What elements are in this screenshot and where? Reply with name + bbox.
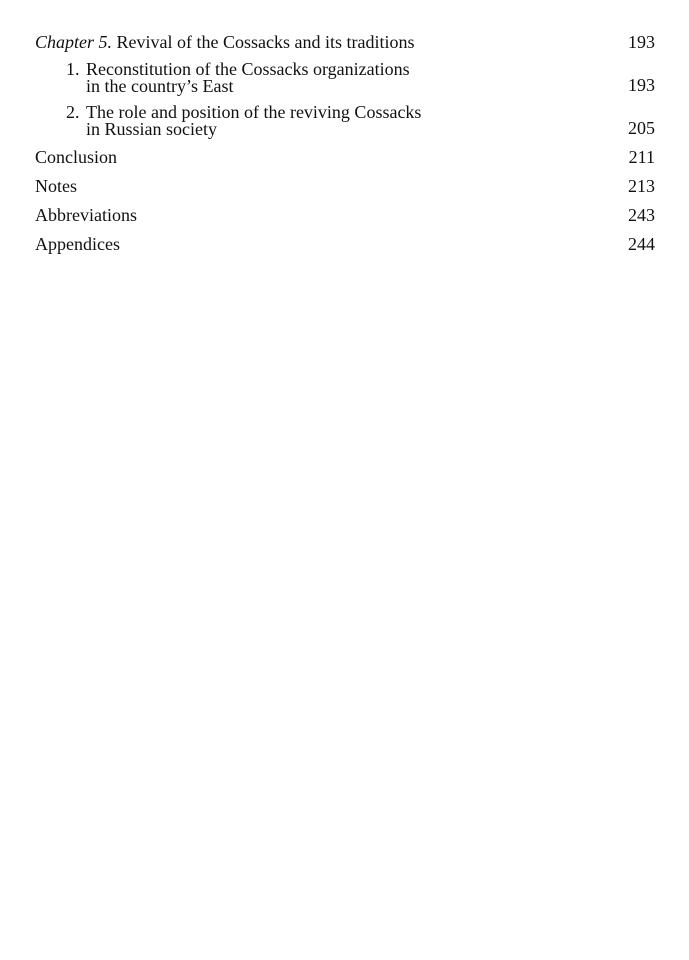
toc-entry-title: Notes: [35, 176, 77, 196]
toc-entry-notes: [35, 176, 655, 196]
table-of-contents: [35, 30, 655, 254]
section-title-text: Reconstitution of the Cossacks organizations: [86, 59, 410, 79]
section-number: 1.: [66, 59, 80, 79]
toc-page-number: 243: [628, 205, 655, 225]
toc-page-number: 244: [628, 234, 655, 254]
section-title-line-2: in the country’s East: [86, 76, 234, 96]
toc-entry-title: Appendices: [35, 234, 120, 254]
chapter-title-text: Revival of the Cossacks and its traditions: [112, 32, 415, 52]
toc-section-title: [66, 104, 615, 138]
section-number: 2.: [66, 102, 80, 122]
section-title-text: The role and position of the reviving Cossacks: [86, 102, 422, 122]
toc-page-number: 213: [628, 176, 655, 196]
toc-entry-title: Abbreviations: [35, 205, 137, 225]
toc-page-number: 193: [628, 75, 655, 95]
section-title-line-2: in Russian society: [86, 119, 217, 139]
toc-page-number: 211: [628, 147, 655, 167]
toc-entry-title: Conclusion: [35, 147, 118, 167]
toc-section-2: [35, 104, 655, 138]
toc-section-1: [35, 61, 655, 95]
toc-page-number: 205: [628, 118, 655, 138]
toc-page-number: 193: [628, 32, 655, 52]
toc-chapter-title: [35, 32, 615, 52]
chapter-label: Chapter 5.: [35, 32, 113, 52]
toc-section-title: [66, 61, 615, 95]
toc-chapter-5: [35, 32, 655, 52]
toc-entry-conclusion: [35, 147, 655, 167]
toc-entry-abbreviations: [35, 205, 655, 225]
toc-entry-appendices: [35, 234, 655, 254]
